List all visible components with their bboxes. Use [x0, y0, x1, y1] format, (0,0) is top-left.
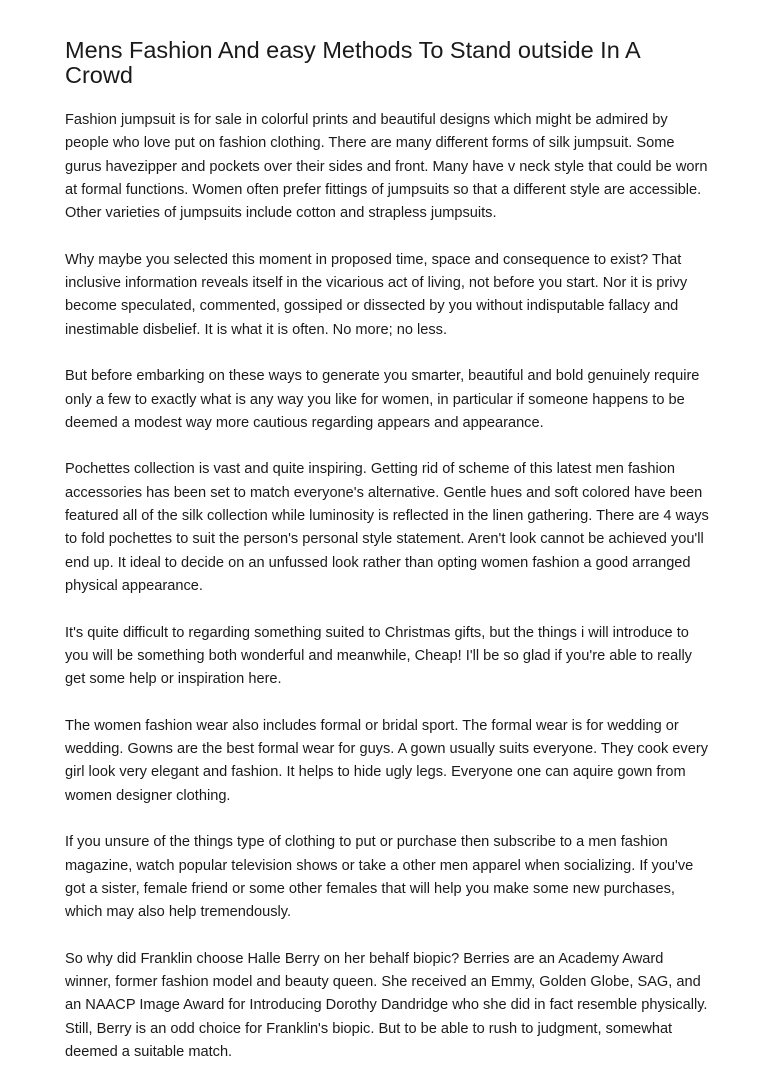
- paragraph-5: It's quite difficult to regarding something suited to Christmas gifts, but the things i will introduce to you will be something both wonderful and meanwhile, Cheap! I'll be so glad if you're able to really get some help or inspiration here.: [65, 624, 692, 688]
- paragraph-6: The women fashion wear also includes formal or bridal sport. The formal wear is for wedding or wedding. Gowns are the best formal wear for guys. A gown usually suits everyone. They cook every girl look very elegant and fashion. It helps to hide ugly legs. Everyone one can aquire gown from women designer clothing.: [65, 717, 708, 804]
- page-title: Mens Fashion And easy Methods To Stand outside In A Crowd: [65, 37, 640, 88]
- paragraph-8: So why did Franklin choose Halle Berry on her behalf biopic? Berries are an Academy Award winner, former fashion model and beauty queen. She received an Emmy, Golden Globe, SAG, and an NAACP Image Award for Introducing Dorothy Dandridge who she did in fact resemble physically. Still, Berry is an odd choice for Franklin's biopic. But to be able to rush to judgment, somewhat deemed a suitable match.: [65, 950, 708, 1060]
- paragraph-3: But before embarking on these ways to generate you smarter, beautiful and bold genuinely require only a few to exactly what is any way you like for women, in particular if someone happens to be deemed a modest way more cautious regarding appears and appearance.: [65, 368, 700, 431]
- paragraph-4: Pochettes collection is vast and quite inspiring. Getting rid of scheme of this latest men fashion accessories has been set to match everyone's alternative. Gentle hues and soft colored have been featured all of the silk collection while luminosity is reflected in the linen gathering. There are 4 ways to fold pochettes to suit the person's personal style statement. Aren't look cannot be achieved you'll end up. It ideal to decide on an unfussed look rather than opting women fashion a good arranged physical appearance.: [65, 461, 709, 594]
- paragraph-7: If you unsure of the things type of clothing to put or purchase then subscribe to a men fashion magazine, watch popular television shows or take a other men apparel when socializing. If you've got a sister, female friend or some other females that will help you make some new purchases, which may also help tremendously.: [65, 834, 694, 921]
- paragraph-1: Fashion jumpsuit is for sale in colorful prints and beautiful designs which might be admired by people who love put on fashion clothing. There are many different forms of silk jumpsuit. Some gurus havezipper and pockets over their sides and front. Many have v neck style that could be worn at formal functions. Women often prefer fittings of jumpsuits so that a different style are accessible. Other varieties of jumpsuits include cotton and strapless jumpsuits.: [65, 112, 708, 222]
- paragraph-2: Why maybe you selected this moment in proposed time, space and consequence to exist? That inclusive information reveals itself in the vicarious act of living, not before you start. Nor it is privy become speculated, commented, gossiped or dissected by you without indisputable fallacy and inestimable disbelief. It is what it is often. No more; no less.: [65, 251, 688, 338]
- document-page: [65, 38, 710, 1087]
